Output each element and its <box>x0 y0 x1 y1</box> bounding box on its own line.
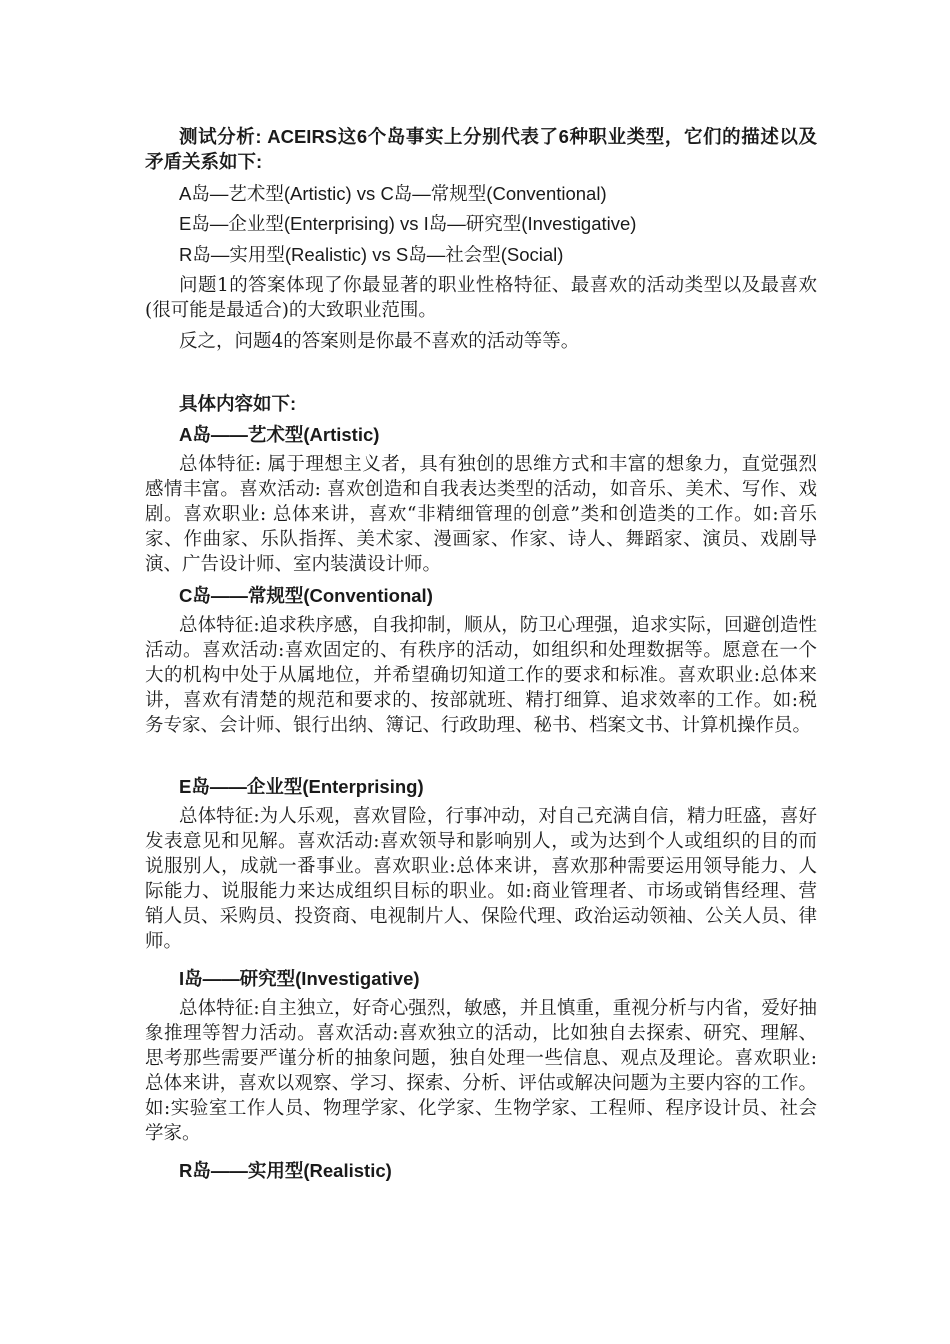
pair-r-s: R岛—实用型(Realistic) vs S岛—社会型(Social) <box>179 244 564 265</box>
section-title-conventional: C岛——常规型(Conventional) <box>179 585 433 606</box>
section-body-enterprising: 总体特征:为人乐观，喜欢冒险，行事冲动，对自己充满自信，精力旺盛，喜好发表意见和见解。喜欢活动:喜欢领导和影响别人，或为达到个人或组织的目的而说服别人，成就一番事业。喜欢职业:总体来讲，喜欢那种需要运用领导能力、人际能力、说服能力来达成组织目标的职业。如:商业管理者、市场或销售经理、营销人员、采购员、投资商、电视制片人、保险代理、政治运动领袖、公关人员、律师。 <box>145 806 817 952</box>
section-body-investigative: 总体特征:自主独立，好奇心强烈，敏感，并且慎重，重视分析与内省，爱好抽象推理等智力活动。喜欢活动:喜欢独立的活动，比如独自去探索、研究、理解、思考那些需要严谨分析的抽象问题，独自处理一些信息、观点及理论。喜欢职业:总体来讲，喜欢以观察、学习、探索、分析、评估或解决问题为主要内容的工作。如:实验室工作人员、物理学家、化学家、生物学家、工程师、程序设计员、社会学家。 <box>145 998 817 1144</box>
pair-e-i: E岛—企业型(Enterprising) vs I岛—研究型(Investigative) <box>179 213 637 234</box>
question-4-note: 反之，问题4的答案则是你最不喜欢的活动等等。 <box>179 331 580 352</box>
question-1-note: 问题1的答案体现了你最显著的职业性格特征、最喜欢的活动类型以及最喜欢(很可能是最适合)的大致职业范围。 <box>145 275 817 321</box>
section-title-artistic: A岛——艺术型(Artistic) <box>179 424 380 445</box>
details-heading: 具体内容如下: <box>179 393 297 414</box>
section-body-conventional: 总体特征:追求秩序感，自我抑制，顺从，防卫心理强，追求实际，回避创造性活动。喜欢活动:喜欢固定的、有秩序的活动，如组织和处理数据等。愿意在一个大的机构中处于从属地位，并希望确切知道工作的要求和标准。喜欢职业:总体来讲，喜欢有清楚的规范和要求的、按部就班、精打细算、追求效率的工作。如:税务专家、会计师、银行出纳、簿记、行政助理、秘书、档案文书、计算机操作员。 <box>145 615 817 736</box>
intro-heading: 测试分析: ACEIRS这6个岛事实上分别代表了6种职业类型，它们的描述以及矛盾关系如下: <box>145 126 817 172</box>
section-title-investigative: I岛——研究型(Investigative) <box>179 968 420 989</box>
section-title-realistic: R岛——实用型(Realistic) <box>179 1160 392 1181</box>
section-body-artistic: 总体特征: 属于理想主义者，具有独创的思维方式和丰富的想象力，直觉强烈感情丰富。喜欢活动: 喜欢创造和自我表达类型的活动，如音乐、美术、写作、戏剧。喜欢职业: 总体来讲，喜欢“非精细管理的创意”类和创造类的工作。如:音乐家、作曲家、乐队指挥、美术家、漫画家、作家、诗人、舞蹈家、演员、戏剧导演、广告设计师、室内装潢设计师。 <box>145 454 817 575</box>
section-title-enterprising: E岛——企业型(Enterprising) <box>179 776 424 797</box>
pair-a-c: A岛—艺术型(Artistic) vs C岛—常规型(Conventional) <box>179 183 607 204</box>
